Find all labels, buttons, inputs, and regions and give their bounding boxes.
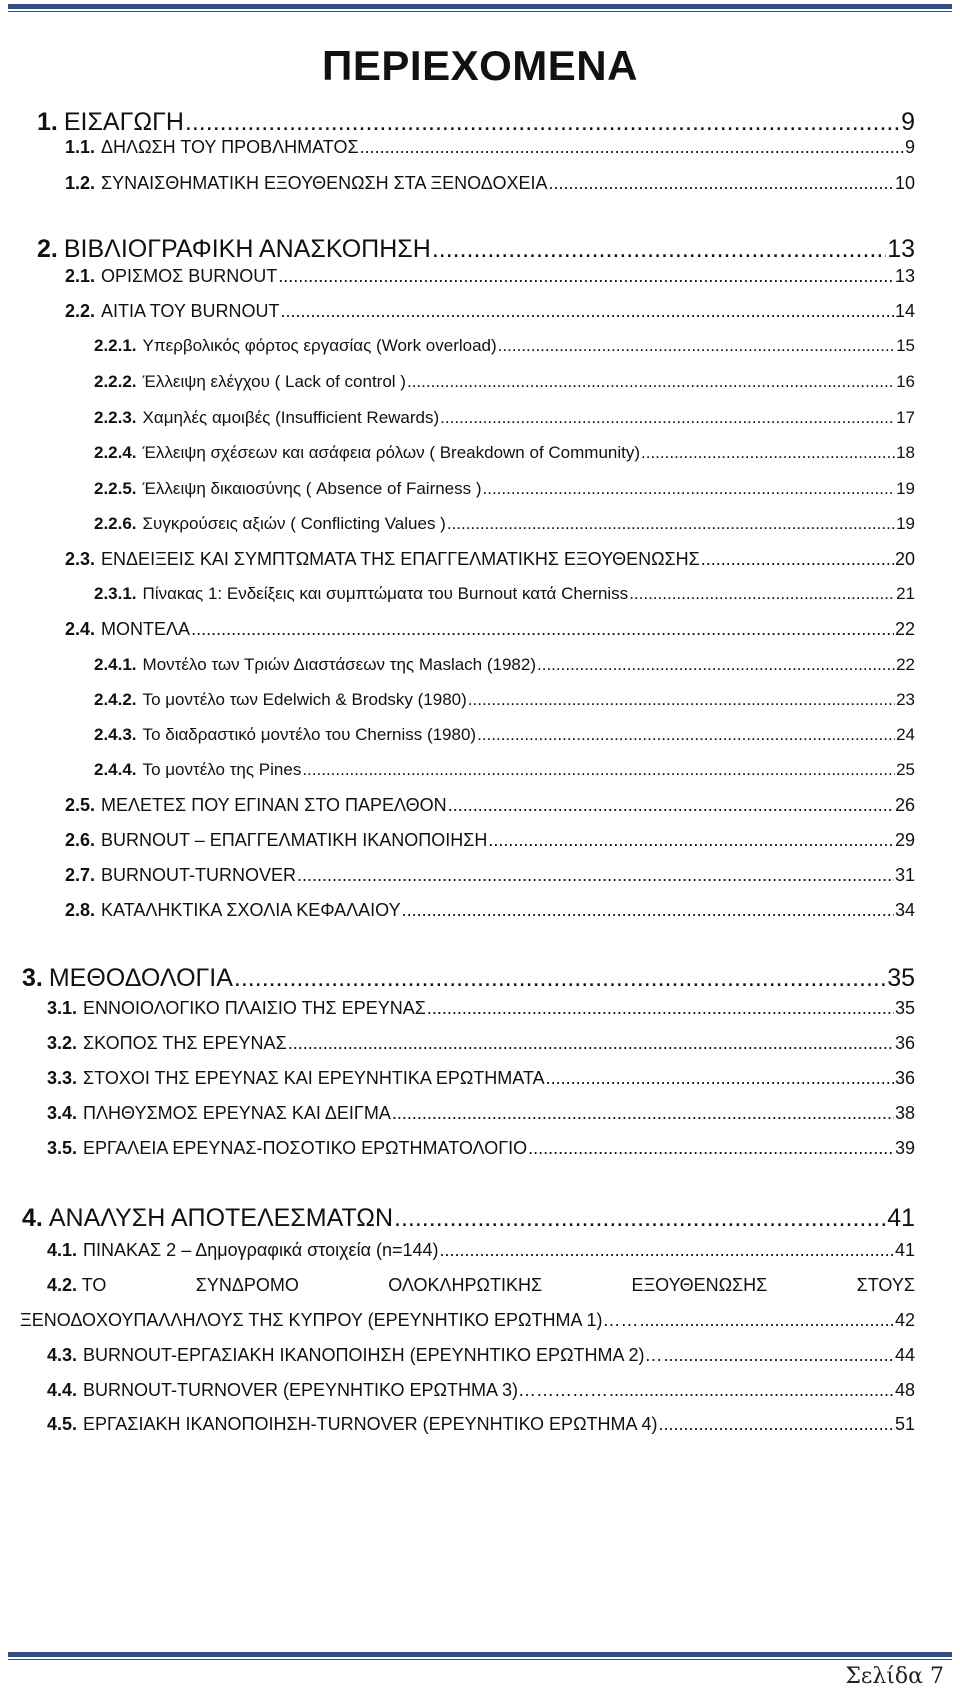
toc-entry[interactable] (94, 690, 915, 710)
toc-page: 25 (896, 760, 915, 779)
toc-page: 36 (894, 1033, 915, 1053)
toc-number: 2.2.5. (94, 479, 137, 498)
toc-entry[interactable] (47, 1414, 915, 1435)
toc-title: ΟΡΙΣΜΟΣ BURNOUT (101, 266, 278, 286)
toc-number: 2.3.1. (94, 584, 137, 603)
toc-number: 2.6. (65, 830, 96, 850)
toc-number: 1.2. (65, 173, 96, 193)
toc-title: ΚΑΤΑΛΗΚΤΙΚΑ ΣΧΟΛΙΑ ΚΕΦΑΛΑΙΟΥ (101, 900, 401, 920)
toc-word: ΤΟ (81, 1275, 107, 1295)
toc-title: Μοντέλο των Τριών Διαστάσεων της Maslach (1982) (142, 655, 537, 674)
toc-title: Το μοντέλο των Edelwich & Brodsky (1980) (142, 690, 467, 709)
toc-page: 48 (894, 1380, 915, 1400)
toc-leader (701, 549, 894, 570)
toc-number: 2.1. (65, 266, 96, 286)
toc-leader (360, 137, 904, 158)
toc-entry[interactable] (65, 830, 915, 851)
toc-leader (641, 443, 895, 463)
toc-entry[interactable] (65, 301, 915, 322)
toc-number: 2.4. (65, 619, 96, 639)
toc-leader (394, 1204, 886, 1233)
toc-number: 3.5. (47, 1138, 78, 1158)
toc-title: ΠΙΝΑΚΑΣ 2 – Δημογραφικά στοιχεία (n=144) (83, 1240, 439, 1260)
toc-title: Το διαδραστικό μοντέλο του Cherniss (1980) (142, 725, 477, 744)
toc-number: 4.3. (47, 1345, 78, 1365)
toc-leader (477, 725, 895, 745)
toc-number: 2.8. (65, 900, 96, 920)
toc-title: Υπερβολικός φόρτος εργασίας (Work overload) (142, 336, 497, 355)
toc-word: ΣΤΟΥΣ (856, 1275, 915, 1295)
toc-entry[interactable] (65, 619, 915, 640)
toc-title: Έλλειψη σχέσεων και ασάφεια ρόλων ( Breakdown of Community) (142, 443, 641, 462)
toc-title: Έλλειψη ελέγχου ( Lack of control ) (142, 372, 406, 391)
bottom-rule-thin (8, 1659, 952, 1660)
toc-title: ΕΝΝΟΙΟΛΟΓΙΚΟ ΠΛΑΙΣΙΟ ΤΗΣ ΕΡΕΥΝΑΣ (83, 998, 426, 1018)
toc-title: BURNOUT-TURNOVER (101, 865, 297, 885)
toc-entry[interactable] (65, 173, 915, 194)
toc-leader (297, 865, 894, 886)
toc-page: 26 (894, 795, 915, 815)
toc-leader (483, 479, 896, 499)
toc-entry[interactable] (94, 479, 915, 499)
toc-entry[interactable] (65, 795, 915, 816)
page-title: ΠΕΡΙΕΧΟΜΕΝΑ (322, 42, 638, 89)
toc-entry[interactable] (65, 137, 915, 158)
toc-number: 4.5. (47, 1414, 78, 1434)
toc-page: 42 (894, 1310, 915, 1330)
toc-entry[interactable] (37, 235, 915, 264)
toc-leader (609, 1380, 894, 1401)
toc-title: Έλλειψη δικαιοσύνης ( Absence of Fairness ) (142, 479, 482, 498)
toc-number: 3.4. (47, 1103, 78, 1123)
toc-page: 19 (896, 479, 915, 498)
toc-title: Πίνακας 1: Ενδείξεις και συμπτώματα του Burnout κατά Cherniss (142, 584, 629, 603)
toc-entry[interactable] (94, 336, 915, 356)
toc-entry[interactable] (37, 108, 915, 137)
toc-page: 35 (894, 998, 915, 1018)
toc-entry[interactable] (94, 408, 915, 428)
toc-leader (392, 1103, 894, 1124)
toc-leader (664, 1345, 894, 1366)
toc-page: 36 (894, 1068, 915, 1088)
toc-entry[interactable] (94, 760, 915, 780)
toc-page: 10 (894, 173, 915, 193)
toc-entry[interactable] (65, 865, 915, 886)
toc-page: 38 (894, 1103, 915, 1123)
toc-entry[interactable] (47, 1068, 915, 1089)
bottom-rule (8, 1652, 952, 1657)
toc-word: ΣΥΝΔΡΟΜΟ (195, 1275, 299, 1295)
toc-title: BURNOUT – ΕΠΑΓΓΕΛΜΑΤΙΚΗ ΙΚΑΝΟΠΟΙΗΣΗ (101, 830, 488, 850)
toc-number: 2.2.3. (94, 408, 137, 427)
page-number-footer: Σελίδα 7 (845, 1664, 944, 1689)
toc-title: ΕΝΔΕΙΞΕΙΣ ΚΑΙ ΣΥΜΠΤΩΜΑΤΑ ΤΗΣ ΕΠΑΓΓΕΛΜΑΤΙΚΗΣ ΕΞΟΥΘΕΝΩΣΗΣ (101, 549, 700, 569)
toc-title-part (47, 1275, 106, 1296)
toc-number: 2.3. (65, 549, 96, 569)
toc-page: 29 (894, 830, 915, 850)
toc-leader (440, 1240, 894, 1261)
top-rule-thin (8, 11, 952, 12)
toc-page: 18 (896, 443, 915, 462)
toc-number: 3.2. (47, 1033, 78, 1053)
toc-number: 2. (37, 235, 58, 263)
toc-entry-continuation[interactable] (20, 1310, 915, 1331)
toc-title: Συγκρούσεις αξιών ( Conflicting Values ) (142, 514, 446, 533)
toc-leader (548, 173, 894, 194)
toc-word: ΟΛΟΚΛΗΡΩΤΙΚΗΣ (388, 1275, 543, 1295)
toc-page: 17 (896, 408, 915, 427)
toc-leader (402, 900, 894, 921)
toc-page: 21 (896, 584, 915, 603)
toc-leader (546, 1068, 894, 1089)
toc-leader (640, 1310, 894, 1331)
toc-title: Χαμηλές αμοιβές (Insufficient Rewards) (142, 408, 440, 427)
toc-page: 44 (894, 1345, 915, 1365)
toc-page: 14 (894, 301, 915, 321)
toc-number: 2.2. (65, 301, 96, 321)
toc-page: 23 (896, 690, 915, 709)
toc-title: ΑΝΑΛΥΣΗ ΑΠΟΤΕΛΕΣΜΑΤΩΝ (48, 1204, 394, 1232)
toc-entry[interactable] (22, 964, 915, 993)
toc-entry[interactable] (47, 1103, 915, 1124)
toc-number: 2.2.1. (94, 336, 137, 355)
toc-title: Το μοντέλο της Pines (142, 760, 302, 779)
toc-title: ΑΙΤΙΑ ΤΟΥ BURNOUT (101, 301, 280, 321)
toc-number: 2.7. (65, 865, 96, 885)
toc-leader (528, 1138, 894, 1159)
toc-page: 41 (894, 1240, 915, 1260)
toc-number: 2.4.2. (94, 690, 137, 709)
toc-entry[interactable] (47, 1240, 915, 1261)
toc-leader (468, 690, 895, 710)
toc-number: 2.5. (65, 795, 96, 815)
toc-page: 9 (904, 137, 915, 157)
toc-number: 2.4.4. (94, 760, 137, 779)
toc-number: 3.1. (47, 998, 78, 1018)
toc-title: ΔΗΛΩΣΗ ΤΟΥ ΠΡΟΒΛΗΜΑΤΟΣ (101, 137, 359, 157)
toc-page: 16 (896, 372, 915, 391)
toc-entry[interactable] (94, 443, 915, 463)
toc-number: 4.2. (47, 1275, 78, 1295)
toc-number: 1. (37, 108, 58, 136)
toc-page: 41 (887, 1204, 915, 1232)
toc-leader (488, 830, 894, 851)
toc-number: 2.4.1. (94, 655, 137, 674)
toc-entry[interactable] (22, 1204, 915, 1233)
toc-leader (447, 514, 895, 534)
toc-leader (278, 266, 894, 287)
toc-title: ΠΛΗΘΥΣΜΟΣ ΕΡΕΥΝΑΣ ΚΑΙ ΔΕΙΓΜΑ (83, 1103, 391, 1123)
toc-entry[interactable] (47, 1138, 915, 1159)
toc-title: ΣΚΟΠΟΣ ΤΗΣ ΕΡΕΥΝΑΣ (83, 1033, 287, 1053)
toc-page: 20 (894, 549, 915, 569)
toc-page: 51 (894, 1414, 915, 1434)
top-rule (8, 4, 952, 9)
toc-number: 4.1. (47, 1240, 78, 1260)
toc-page: 22 (896, 655, 915, 674)
toc-entry[interactable] (65, 900, 915, 921)
toc-title: BURNOUT-ΕΡΓΑΣΙΑΚΗ ΙΚΑΝΟΠΟΙΗΣΗ (ΕΡΕΥΝΗΤΙΚΟ ΕΡΩΤΗΜΑ 2)… (83, 1345, 663, 1365)
toc-title: ΜΟΝΤΕΛΑ (101, 619, 191, 639)
toc-number: 2.2.6. (94, 514, 137, 533)
toc-number: 4. (22, 1204, 43, 1232)
toc-entry[interactable] (65, 549, 915, 570)
toc-leader (448, 795, 894, 816)
toc-title: ΒΙΒΛΙΟΓΡΑΦΙΚΗ ΑΝΑΣΚΟΠΗΣΗ (63, 235, 431, 263)
toc-page: 19 (896, 514, 915, 533)
toc-leader (234, 964, 886, 993)
toc-leader (288, 1033, 894, 1054)
toc-title: ΣΤΟΧΟΙ ΤΗΣ ΕΡΕΥΝΑΣ ΚΑΙ ΕΡΕΥΝΗΤΙΚΑ ΕΡΩΤΗΜΑΤΑ (83, 1068, 545, 1088)
toc-entry[interactable] (47, 1380, 915, 1401)
toc-number: 2.4.3. (94, 725, 137, 744)
toc-entry[interactable] (47, 1033, 915, 1054)
toc-entry[interactable] (47, 1345, 915, 1366)
toc-number: 3.3. (47, 1068, 78, 1088)
toc-page: 22 (894, 619, 915, 639)
toc-title: ΕΙΣΑΓΩΓΗ (63, 108, 184, 136)
toc-word: ΕΞΟΥΘΕΝΩΣΗΣ (631, 1275, 768, 1295)
toc-title: ΣΥΝΑΙΣΘΗΜΑΤΙΚΗ ΕΞΟΥΘΕΝΩΣΗ ΣΤΑ ΞΕΝΟΔΟΧΕΙΑ (101, 173, 548, 193)
toc-leader (498, 336, 895, 356)
toc-leader (281, 301, 894, 322)
toc-number: 2.2.2. (94, 372, 137, 391)
toc-entry[interactable] (47, 998, 915, 1019)
toc-number: 4.4. (47, 1380, 78, 1400)
toc-title: BURNOUT-TURNOVER (ΕΡΕΥΝΗΤΙΚΟ ΕΡΩΤΗΜΑ 3)…………… (83, 1380, 608, 1400)
toc-leader (191, 619, 894, 640)
toc-entry[interactable] (94, 584, 915, 604)
toc-leader (537, 655, 895, 675)
toc-page: 13 (887, 235, 915, 263)
toc-leader (302, 760, 895, 780)
toc-page: 15 (896, 336, 915, 355)
toc-page: 13 (894, 266, 915, 286)
toc-title: ΜΕΘΟΔΟΛΟΓΙΑ (48, 964, 233, 992)
toc-leader (427, 998, 894, 1019)
toc-leader (440, 408, 895, 428)
toc-entry-justified[interactable] (47, 1275, 915, 1296)
toc-page: 34 (894, 900, 915, 920)
toc-page: 35 (887, 964, 915, 992)
toc-page: 9 (901, 108, 915, 136)
toc-entry[interactable] (94, 372, 915, 392)
toc-entry[interactable] (94, 655, 915, 675)
toc-number: 2.2.4. (94, 443, 137, 462)
toc-leader (407, 372, 895, 392)
toc-entry[interactable] (94, 725, 915, 745)
toc-title: ΕΡΓΑΛΕΙΑ ΕΡΕΥΝΑΣ-ΠΟΣΟΤΙΚΟ ΕΡΩΤΗΜΑΤΟΛΟΓΙΟ (83, 1138, 528, 1158)
toc-leader (432, 235, 886, 264)
toc-entry[interactable] (94, 514, 915, 534)
toc-leader (185, 108, 900, 137)
toc-number: 1.1. (65, 137, 96, 157)
toc-page: 39 (894, 1138, 915, 1158)
toc-page: 24 (896, 725, 915, 744)
toc-page: 31 (894, 865, 915, 885)
toc-title: ΞΕΝΟΔΟΧΟΥΠΑΛΛΗΛΟΥΣ ΤΗΣ ΚΥΠΡΟΥ (ΕΡΕΥΝΗΤΙΚΟ ΕΡΩΤΗΜΑ 1)…… (20, 1310, 639, 1330)
toc-number: 3. (22, 964, 43, 992)
toc-leader (659, 1414, 894, 1435)
toc-entry[interactable] (65, 266, 915, 287)
toc-leader (629, 584, 895, 604)
toc-title: ΜΕΛΕΤΕΣ ΠΟΥ ΕΓΙΝΑΝ ΣΤΟ ΠΑΡΕΛΘΟΝ (101, 795, 447, 815)
toc-title: ΕΡΓΑΣΙΑΚΗ ΙΚΑΝΟΠΟΙΗΣΗ-TURNOVER (ΕΡΕΥΝΗΤΙΚΟ ΕΡΩΤΗΜΑ 4) (83, 1414, 658, 1434)
